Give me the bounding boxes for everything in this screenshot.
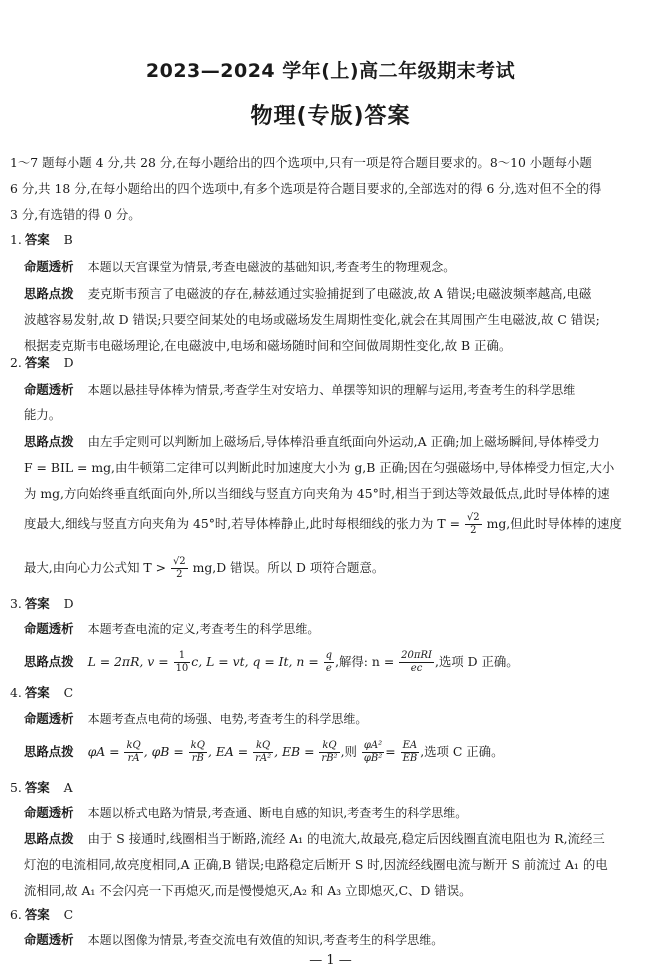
intent-label: 命题透析 [24,382,74,397]
hint-text: 由于 S 接通时,线圈相当于断路,流经 A₁ 的电流大,故最亮,稳定后因线圈直流电阻也为 R,流经三 [87,831,605,846]
intent-text: 本题考查点电荷的场强、电势,考查考生的科学思维。 [87,712,368,726]
question-5-hint-line-2: 灯泡的电流相同,故亮度相同,A 正确,B 错误;电路稳定后断开 S 时,因流经线圈电流与断开 S 前流过 A₁ 的电 [24,857,608,872]
fraction: $\frac{1}{10}$ [175,650,189,674]
hint-text: mg,D 错误。所以 D 项符合题意。 [192,560,385,575]
question-1-hint [24,284,591,302]
hint-label: 思路点拨 [24,654,74,669]
question-6-header [10,905,73,923]
answer-value: B [63,232,73,247]
intro-line-3: 3 分,有选错的得 0 分。 [10,207,141,222]
intent-label: 命题透析 [24,711,74,726]
answer-value: C [63,685,74,700]
hint-text: , EB = [274,744,315,759]
question-number: 3. [10,596,22,611]
fraction: $\frac{\text{20πRI}}{ec}$ [401,650,432,674]
hint-text: ,解得: n = [335,654,395,669]
question-2-intent-line-2: 能力。 [24,407,62,422]
page-number: — 1 — [309,953,352,968]
answer-value: D [63,355,74,370]
intent-text: 本题以图像为情景,考查交流电有效值的知识,考查考生的科学思维。 [87,933,444,947]
question-4-hint [24,740,503,765]
question-5-intent [24,803,467,821]
hint-text: φA = [87,744,120,759]
hint-text: ,选项 C 正确。 [420,744,504,759]
question-2-intent [24,380,575,398]
question-number: 5. [10,780,22,795]
intent-label: 命题透析 [24,805,74,820]
fraction: $\frac{kQ}{rA}$ [126,740,141,764]
question-5-hint [24,829,605,847]
hint-text: = [385,744,396,759]
intent-text: 本题以天宫课堂为情景,考查电磁波的基础知识,考查考生的物理观念。 [87,260,456,274]
answer-value: A [63,780,73,795]
question-1-hint-line-3: 根据麦克斯韦电磁场理论,在电磁波中,电场和磁场随时间和空间做周期性变化,故 B 正确。 [24,338,512,353]
question-2-header [10,353,74,371]
question-3-hint [24,650,519,675]
intent-text: 本题以桥式电路为情景,考查通、断电自感的知识,考查考生的科学思维。 [87,806,468,820]
hint-text: c, L = vt, q = It, n = [191,654,319,669]
answer-label: 答案 [24,596,50,611]
intro-line-2: 6 分,共 18 分,在每小题给出的四个选项中,有多个选项是符合题目要求的,全部选对的得 6 分,选对但不全的得 [10,181,602,196]
question-number: 4. [10,685,22,700]
question-number: 1. [10,232,22,247]
hint-text: , EA = [207,744,249,759]
fraction: $\frac{kQ}{\text{rB²}}$ [321,740,338,764]
question-6-intent [24,930,443,948]
hint-text: 度最大,细线与竖直方向夹角为 45°时,若导体棒静止,此时每根细线的张力为 T = [24,516,460,531]
question-2-hint-line-3: 为 mg,方向始终垂直纸面向外,所以当细线与竖直方向夹角为 45°时,相当于到达等效最低点,此时导体棒的速 [24,486,610,501]
hint-text: 麦克斯韦预言了电磁波的存在,赫兹通过实验捕捉到了电磁波,故 A 错误;电磁波频率越高,电磁 [87,286,592,301]
intent-text: 本题考查电流的定义,考查考生的科学思维。 [87,622,320,636]
intent-text: 本题以悬挂导体棒为情景,考查学生对安培力、单摆等知识的理解与运用,考查考生的科学思维 [87,383,576,397]
question-5-hint-line-3: 流相同,故 A₁ 不会闪亮一下再熄灭,而是慢慢熄灭,A₂ 和 A₃ 立即熄灭,C、D 错误。 [24,883,472,898]
hint-text: 最大,由向心力公式知 T > [24,560,166,575]
intent-label: 命题透析 [24,259,74,274]
answer-label: 答案 [24,685,50,700]
question-3-intent [24,619,319,637]
answer-label: 答案 [24,780,50,795]
question-number: 6. [10,907,22,922]
answer-value: D [63,596,74,611]
answer-subtitle: 物理(专版)答案 [250,104,411,129]
exam-title: 2023—2024 学年(上)高二年级期末考试 [145,60,516,82]
question-2-hint-line-4 [24,512,622,537]
question-3-header [10,594,74,612]
hint-text: , φB = [143,744,184,759]
intent-label: 命题透析 [24,932,74,947]
answer-label: 答案 [24,232,50,247]
question-number: 2. [10,355,22,370]
hint-label: 思路点拨 [24,286,74,301]
question-2-hint-line-2: F = BIL = mg,由牛顿第二定律可以判断此时加速度大小为 g,B 正确;因在匀强磁场中,导体棒受力恒定,大小 [24,460,615,475]
question-4-header [10,683,73,701]
hint-text: mg,但此时导体棒的速度 [486,516,622,531]
hint-label: 思路点拨 [24,831,74,846]
fraction-sqrt2-over-2: $\frac{√2}{2}$ [172,556,186,580]
hint-text: ,则 [340,744,357,759]
fraction: $\frac{q}{e}$ [325,650,333,674]
answer-label: 答案 [24,355,50,370]
question-5-header [10,778,73,796]
hint-text: 由左手定则可以判断加上磁场后,导体棒沿垂直纸面向外运动,A 正确;加上磁场瞬间,导体棒受力 [87,434,600,449]
question-2-hint-line-5 [24,556,384,581]
intro-line-1: 1～7 题每小题 4 分,共 28 分,在每小题给出的四个选项中,只有一项是符合题目要求的。8～10 小题每小题 [10,155,592,170]
question-1-header [10,230,73,248]
fraction: $\frac{EA}{EB}$ [402,740,418,764]
answer-value: C [63,907,74,922]
fraction: $\frac{kQ}{\text{rA²}}$ [255,740,272,764]
hint-label: 思路点拨 [24,744,74,759]
answer-label: 答案 [24,907,50,922]
question-1-hint-line-2: 波越容易发射,故 D 错误;只要空间某处的电场或磁场发生周期性变化,就会在其周围产生电磁波,故 C 错误; [24,312,600,327]
hint-text: L = 2πR, v = [87,654,169,669]
question-2-hint [24,432,600,450]
fraction: $\frac{kQ}{rB}$ [190,740,205,764]
hint-text: ,选项 D 正确。 [434,654,519,669]
fraction-sqrt2-over-2: $\frac{√2}{2}$ [466,512,480,536]
question-4-intent [24,709,367,727]
question-1-intent [24,257,455,275]
fraction: $\frac{\text{φA²}}{\text{φB²}}$ [363,740,383,764]
hint-label: 思路点拨 [24,434,74,449]
intent-label: 命题透析 [24,621,74,636]
